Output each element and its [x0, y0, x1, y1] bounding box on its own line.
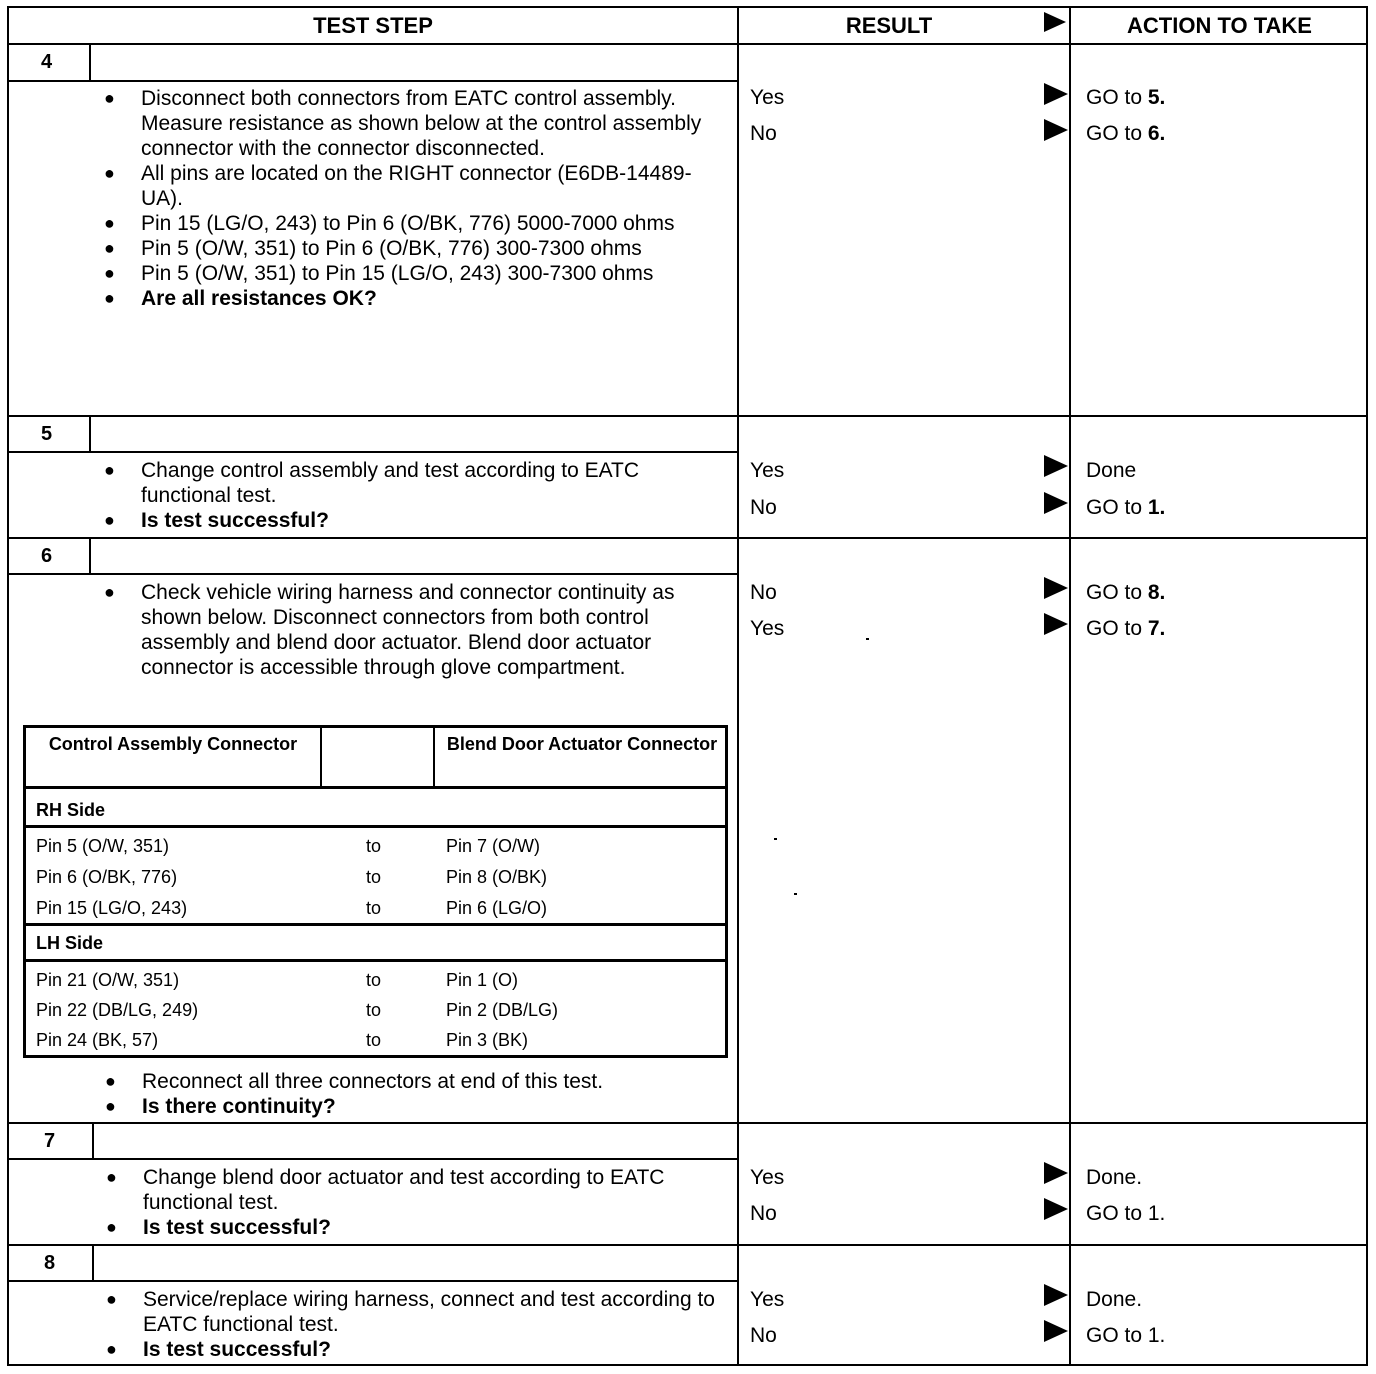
rh-row-1-from: Pin 5 (O/W, 351)	[36, 836, 170, 856]
step-6-instructions	[104, 580, 724, 680]
print-speck	[794, 893, 797, 895]
rh-side-label: RH Side	[36, 800, 106, 820]
lh-side-line	[26, 959, 725, 962]
step-4-instructions	[104, 86, 714, 311]
print-speck	[774, 838, 777, 840]
step-5-number-box	[89, 416, 91, 452]
step-4-bullet-5: ● Pin 5 (O/W, 351) to Pin 15 (LG/O, 243) 300-7300 ohms	[104, 261, 714, 286]
rh-row-1-to: to	[366, 836, 382, 856]
step-6-followup	[105, 1069, 725, 1119]
arrow-icon	[1044, 1284, 1068, 1306]
step-7-divider	[9, 1244, 1366, 1246]
step-5-number-divider	[9, 451, 737, 453]
arrow-icon	[1044, 119, 1068, 141]
result-column-divider	[737, 8, 739, 1364]
step-5-action-no: GO to 1.	[1086, 496, 1166, 519]
step-8-number-box	[92, 1245, 94, 1281]
lh-row-3-to: to	[366, 1030, 382, 1050]
rh-row-3-from: Pin 15 (LG/O, 243)	[36, 898, 188, 918]
step-5-result-no: No	[750, 496, 777, 519]
step-5-instructions	[104, 458, 714, 533]
step-8-question: ● Is test successful?	[106, 1337, 716, 1362]
lh-row-1-to: to	[366, 970, 382, 990]
connector-header-control: Control Assembly Connector	[48, 734, 298, 754]
lh-row-2-from: Pin 22 (DB/LG, 249)	[36, 1000, 199, 1020]
rh-row-3-to: to	[366, 898, 382, 918]
lh-row-3-from: Pin 24 (BK, 57)	[36, 1030, 159, 1050]
step-8-result-yes: Yes	[750, 1288, 785, 1311]
connector-header-line	[26, 786, 725, 789]
lh-row-2-to: to	[366, 1000, 382, 1020]
rh-row-2-to: to	[366, 867, 382, 887]
arrow-icon	[1044, 492, 1068, 514]
step-6-result-yes: Yes	[750, 617, 785, 640]
arrow-icon	[1044, 1320, 1068, 1342]
arrow-icon	[1044, 1198, 1068, 1220]
step-4-question: ● Are all resistances OK?	[104, 286, 714, 311]
step-5-action-yes: Done	[1086, 459, 1137, 482]
step-6-bullet-2: ● Reconnect all three connectors at end of this test.	[105, 1069, 725, 1094]
step-7-number-box	[92, 1123, 94, 1159]
rh-row-1-dest: Pin 7 (O/W)	[446, 836, 541, 856]
header-result: RESULT	[845, 13, 933, 38]
step-6-result-no: No	[750, 581, 777, 604]
step-8-bullet-1: ● Service/replace wiring harness, connect and test according to EATC functional test.	[106, 1287, 716, 1337]
step-8-action-yes: Done.	[1086, 1288, 1143, 1311]
lh-row-1-from: Pin 21 (O/W, 351)	[36, 970, 180, 990]
arrow-icon	[1044, 1162, 1068, 1184]
header-test-step: TEST STEP	[313, 13, 433, 38]
step-4-number: 4	[41, 51, 53, 73]
step-4-divider	[9, 415, 1366, 417]
step-4-bullet-3: ● Pin 15 (LG/O, 243) to Pin 6 (O/BK, 776) 5000-7000 ohms	[104, 211, 714, 236]
step-7-action-no: GO to 1.	[1086, 1202, 1166, 1225]
step-5-question: ● Is test successful?	[104, 508, 714, 533]
step-7-result-yes: Yes	[750, 1166, 785, 1189]
step-6-action-yes: GO to 7.	[1086, 617, 1166, 640]
step-4-bullet-1: ● Disconnect both connectors from EATC control assembly. Measure resistance as shown below at the control assembly connector with the connector disconnected.	[104, 86, 714, 161]
connector-header-divider-2	[433, 728, 435, 786]
lh-row-1-dest: Pin 1 (O)	[446, 970, 519, 990]
lh-row-3-dest: Pin 3 (BK)	[446, 1030, 529, 1050]
print-speck	[866, 638, 869, 640]
step-6-divider	[9, 1122, 1366, 1124]
step-7-instructions	[106, 1165, 716, 1240]
step-4-result-yes: Yes	[750, 86, 785, 109]
step-7-number-divider	[9, 1158, 737, 1160]
connector-header-divider-1	[320, 728, 322, 786]
arrow-icon	[1044, 83, 1068, 105]
action-column-divider	[1069, 8, 1071, 1364]
step-8-number-divider	[9, 1280, 737, 1282]
step-4-number-box	[89, 44, 91, 81]
step-7-question: ● Is test successful?	[106, 1215, 716, 1240]
diagnostic-table	[7, 6, 1368, 1366]
step-4-bullet-2: ● All pins are located on the RIGHT connector (E6DB-14489-UA).	[104, 161, 714, 211]
step-7-bullet-1: ● Change blend door actuator and test according to EATC functional test.	[106, 1165, 716, 1215]
arrow-icon	[1044, 577, 1068, 599]
step-8-action-no: GO to 1.	[1086, 1324, 1166, 1347]
step-5-divider	[9, 537, 1366, 539]
step-4-action-no: GO to 6.	[1086, 122, 1166, 145]
arrow-icon	[1044, 613, 1068, 635]
step-8-number: 8	[44, 1252, 56, 1274]
step-5-number: 5	[41, 423, 53, 445]
step-8-instructions	[106, 1287, 716, 1362]
step-6-number: 6	[41, 545, 53, 567]
lh-row-2-dest: Pin 2 (DB/LG)	[446, 1000, 559, 1020]
lh-side-top-line	[26, 923, 725, 926]
step-7-action-yes: Done.	[1086, 1166, 1143, 1189]
rh-side-line	[26, 825, 725, 828]
step-7-result-no: No	[750, 1202, 777, 1225]
step-5-bullet-1: ● Change control assembly and test according to EATC functional test.	[104, 458, 714, 508]
step-6-action-no: GO to 8.	[1086, 581, 1166, 604]
header-divider	[9, 43, 1366, 45]
step-6-number-divider	[9, 573, 737, 575]
arrow-icon	[1044, 455, 1068, 477]
step-4-result-no: No	[750, 122, 777, 145]
step-6-number-box	[89, 538, 91, 574]
rh-row-2-from: Pin 6 (O/BK, 776)	[36, 867, 178, 887]
rh-row-3-dest: Pin 6 (LG/O)	[446, 898, 548, 918]
step-7-number: 7	[44, 1130, 56, 1152]
header-action: ACTION TO TAKE	[1127, 13, 1312, 38]
step-6-question: ● Is there continuity?	[105, 1094, 725, 1119]
lh-side-label: LH Side	[36, 933, 104, 953]
step-5-result-yes: Yes	[750, 459, 785, 482]
step-4-number-divider	[9, 80, 737, 82]
connector-header-blend-door: Blend Door Actuator Connector	[446, 734, 718, 754]
step-8-result-no: No	[750, 1324, 777, 1347]
step-4-action-yes: GO to 5.	[1086, 86, 1166, 109]
step-4-bullet-4: ● Pin 5 (O/W, 351) to Pin 6 (O/BK, 776) 300-7300 ohms	[104, 236, 714, 261]
connector-continuity-table	[23, 725, 728, 1058]
step-6-bullet-1: ● Check vehicle wiring harness and connector continuity as shown below. Disconnect connectors from both control assembly and blend door actuator. Blend door actuator connector is accessible through glove compartment.	[104, 580, 724, 680]
rh-row-2-dest: Pin 8 (O/BK)	[446, 867, 548, 887]
header-arrow-icon	[1044, 12, 1066, 32]
